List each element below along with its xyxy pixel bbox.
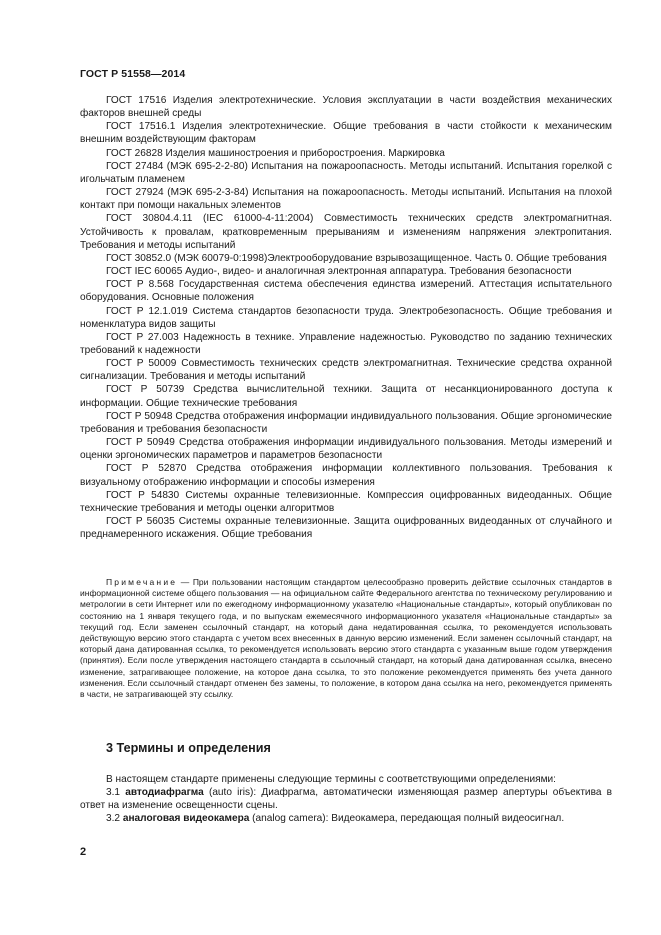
reference-item: ГОСТ Р 27.003 Надежность в технике. Управление надежностью. Руководство по заданию технических требований к надежности (80, 331, 612, 356)
term-entry (80, 812, 612, 825)
term-definition: (analog camera): Видеокамера, передающая полный видеосигнал. (249, 813, 565, 825)
note-text: — При пользовании настоящим стандартом целесообразно проверить действие ссылочных стандартов в информационной системе общего пользования — на официальном сайте Федерального агентства по техническому регулированию и метрологии в сети Интернет или по ежегодному информационному указателю «Национальные стандарты», который опубликован по состоянию на 1 января текущего года, и по выпускам ежемесячного информационного указателя «Национальные стандарты» за текущий год. Если заменен ссылочный стандарт, на который дана недатированная ссылка, то рекомендуется использовать действующую версию этого стандарта с учетом всех внесенных в данную версию изменений. Если заменен ссылочный стандарт, на который дана датированная ссылка, то рекомендуется использовать версию этого стандарта с указанным выше годом утверждения (принятия). Если после утверждения настоящего стандарта в ссылочный стандарт, на который дана датированная ссылка, внесено изменение, затрагивающее положение, на которое дана ссылка, то это положение рекомендуется применять без учета данного изменения. Если ссылочный стандарт отменен без замены, то положение, в котором дана ссылка на него, рекомендуется применять в части, не затрагивающей эту ссылку. (80, 577, 612, 700)
reference-item: ГОСТ Р 50949 Средства отображения информации индивидуального пользования. Методы измерений и оценки эргономических параметров и параметров безопасности (80, 437, 612, 462)
reference-item: ГОСТ Р 52870 Средства отображения информации коллективного пользования. Требования к визуальному отображению информации и способы измерения (80, 463, 612, 488)
reference-item: ГОСТ 27484 (МЭК 695-2-2-80) Испытания на пожароопасность. Методы испытаний. Испытания горелкой с игольчатым пламенем (80, 160, 612, 185)
reference-item: ГОСТ IEC 60065 Аудио-, видео- и аналогичная электронная аппаратура. Требования безопасности (106, 266, 572, 278)
term-definition: (auto iris): Диафрагма, автоматически изменяющая размер апертуры объектива в ответ на изменение освещенности сцены. (80, 787, 612, 812)
reference-item: ГОСТ 30804.4.11 (IEC 61000-4-11:2004) Совместимость технических средств электромагнитная. Устойчивость к провалам, кратковременным прерываниям и изменениям напряжения электропитания. Требования и методы испытаний (80, 213, 612, 251)
reference-item: ГОСТ 30852.0 (МЭК 60079-0:1998)Электрооборудование взрывозащищенное. Часть 0. Общие требования (106, 252, 607, 264)
reference-item: ГОСТ Р 54830 Системы охранные телевизионные. Компрессия оцифрованных видеоданных. Общие технические требования и методы оценки алгоритмов (80, 489, 612, 514)
reference-item: ГОСТ 27924 (МЭК 695-2-3-84) Испытания на пожароопасность. Методы испытаний. Испытания на плохой контакт при помощи накальных элементов (80, 187, 612, 212)
page-number: 2 (80, 846, 87, 858)
terms-section (80, 773, 612, 826)
reference-item: ГОСТ Р 50009 Совместимость технических средств электромагнитная. Технические средства охранной сигнализации. Требования и методы испытаний (80, 358, 612, 383)
reference-item: ГОСТ Р 8.568 Государственная система обеспечения единства измерений. Аттестация испытательного оборудования. Основные положения (80, 279, 612, 304)
normative-references-list (80, 94, 612, 541)
term-name: автодиафрагма (125, 787, 204, 799)
term-name: аналоговая видеокамера (122, 813, 250, 825)
reference-item: ГОСТ Р 50948 Средства отображения информации индивидуального пользования. Общие эргономические требования и требования безопасности (80, 410, 612, 435)
reference-item: ГОСТ 17516.1 Изделия электротехнические. Общие требования в части стойкости к механическим внешним воздействующим факторам (80, 121, 612, 146)
reference-item: ГОСТ Р 50739 Средства вычислительной техники. Защита от несанкционированного доступа к информации. Общие технические требования (80, 384, 612, 409)
reference-item: ГОСТ Р 12.1.019 Система стандартов безопасности труда. Электробезопасность. Общие требования и номенклатура видов защиты (80, 305, 612, 330)
terms-intro: В настоящем стандарте применены следующие термины с соответствующими определениями: (106, 774, 556, 785)
note-paragraph (80, 577, 612, 700)
section-heading: 3 Термины и определения (106, 741, 271, 755)
term-number: 3.1 (106, 787, 126, 799)
term-entry (80, 786, 612, 812)
reference-item: ГОСТ 26828 Изделия машиностроения и приборостроения. Маркировка (106, 147, 445, 159)
standard-code-header: ГОСТ Р 51558—2014 (80, 68, 186, 80)
reference-item: ГОСТ 17516 Изделия электротехнические. Условия эксплуатации в части воздействия механических факторов внешней среды (80, 95, 612, 120)
note-label: Примечание (106, 577, 178, 587)
reference-item: ГОСТ Р 56035 Системы охранные телевизионные. Защита оцифрованных видеоданных от случайного и преднамеренного искажения. Общие требования (80, 516, 612, 541)
note-block (80, 577, 612, 700)
term-number: 3.2 (106, 813, 123, 825)
